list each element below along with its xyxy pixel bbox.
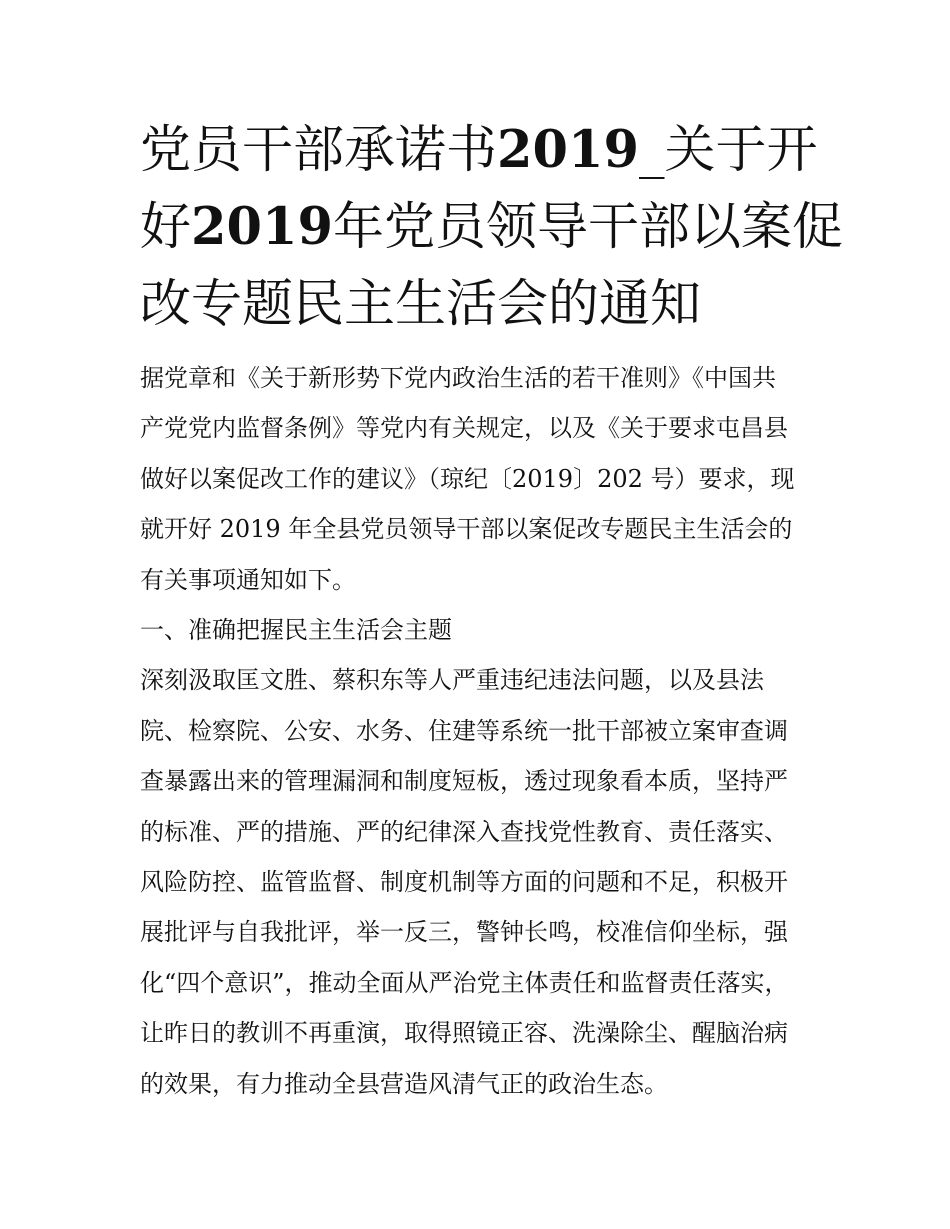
body-line: 化“四个意识”，推动全面从严治党主体责任和监督责任落实， bbox=[140, 968, 789, 997]
body-line: 的标准、严的措施、严的纪律深入查找党性教育、责任落实、 bbox=[140, 817, 788, 846]
document-title bbox=[140, 112, 843, 343]
title-line: 党员干部承诺书2019_关于开 bbox=[140, 120, 818, 180]
body-line: 据党章和《关于新形势下党内政治生活的若干准则》《中国共 bbox=[140, 364, 776, 392]
section-heading: 一、准确把握民主生活会主题 bbox=[140, 616, 452, 645]
body-line: 的效果，有力推动全县营造风清气正的政治生态。 bbox=[140, 1069, 668, 1098]
body-line: 风险防控、监管监督、制度机制等方面的问题和不足，积极开 bbox=[140, 868, 788, 897]
body-line: 就开好 2019 年全县党员领导干部以案促改专题民主生活会的 bbox=[140, 515, 793, 544]
body-line: 让昨日的教训不再重演，取得照镜正容、洗澡除尘、醒脑治病 bbox=[140, 1019, 788, 1048]
body-line: 院、检察院、公安、水务、住建等系统一批干部被立案审查调 bbox=[140, 716, 788, 745]
body-line: 做好以案促改工作的建议》（琼纪〔2019〕202 号）要求，现 bbox=[140, 464, 795, 493]
body-line: 产党党内监督条例》等党内有关规定，以及《关于要求屯昌县 bbox=[140, 414, 788, 443]
body-line: 查暴露出来的管理漏洞和制度短板，透过现象看本质，坚持严 bbox=[140, 767, 788, 796]
title-line: 好2019年党员领导干部以案促 bbox=[140, 197, 843, 257]
body-line: 有关事项通知如下。 bbox=[140, 565, 356, 594]
body-line: 展批评与自我批评，举一反三，警钟长鸣，校准信仰坐标，强 bbox=[140, 918, 788, 947]
document-body bbox=[140, 353, 815, 1109]
body-line: 深刻汲取匡文胜、蔡积东等人严重违纪违法问题，以及县法 bbox=[140, 666, 764, 695]
title-line: 改专题民主生活会的通知 bbox=[140, 275, 702, 334]
